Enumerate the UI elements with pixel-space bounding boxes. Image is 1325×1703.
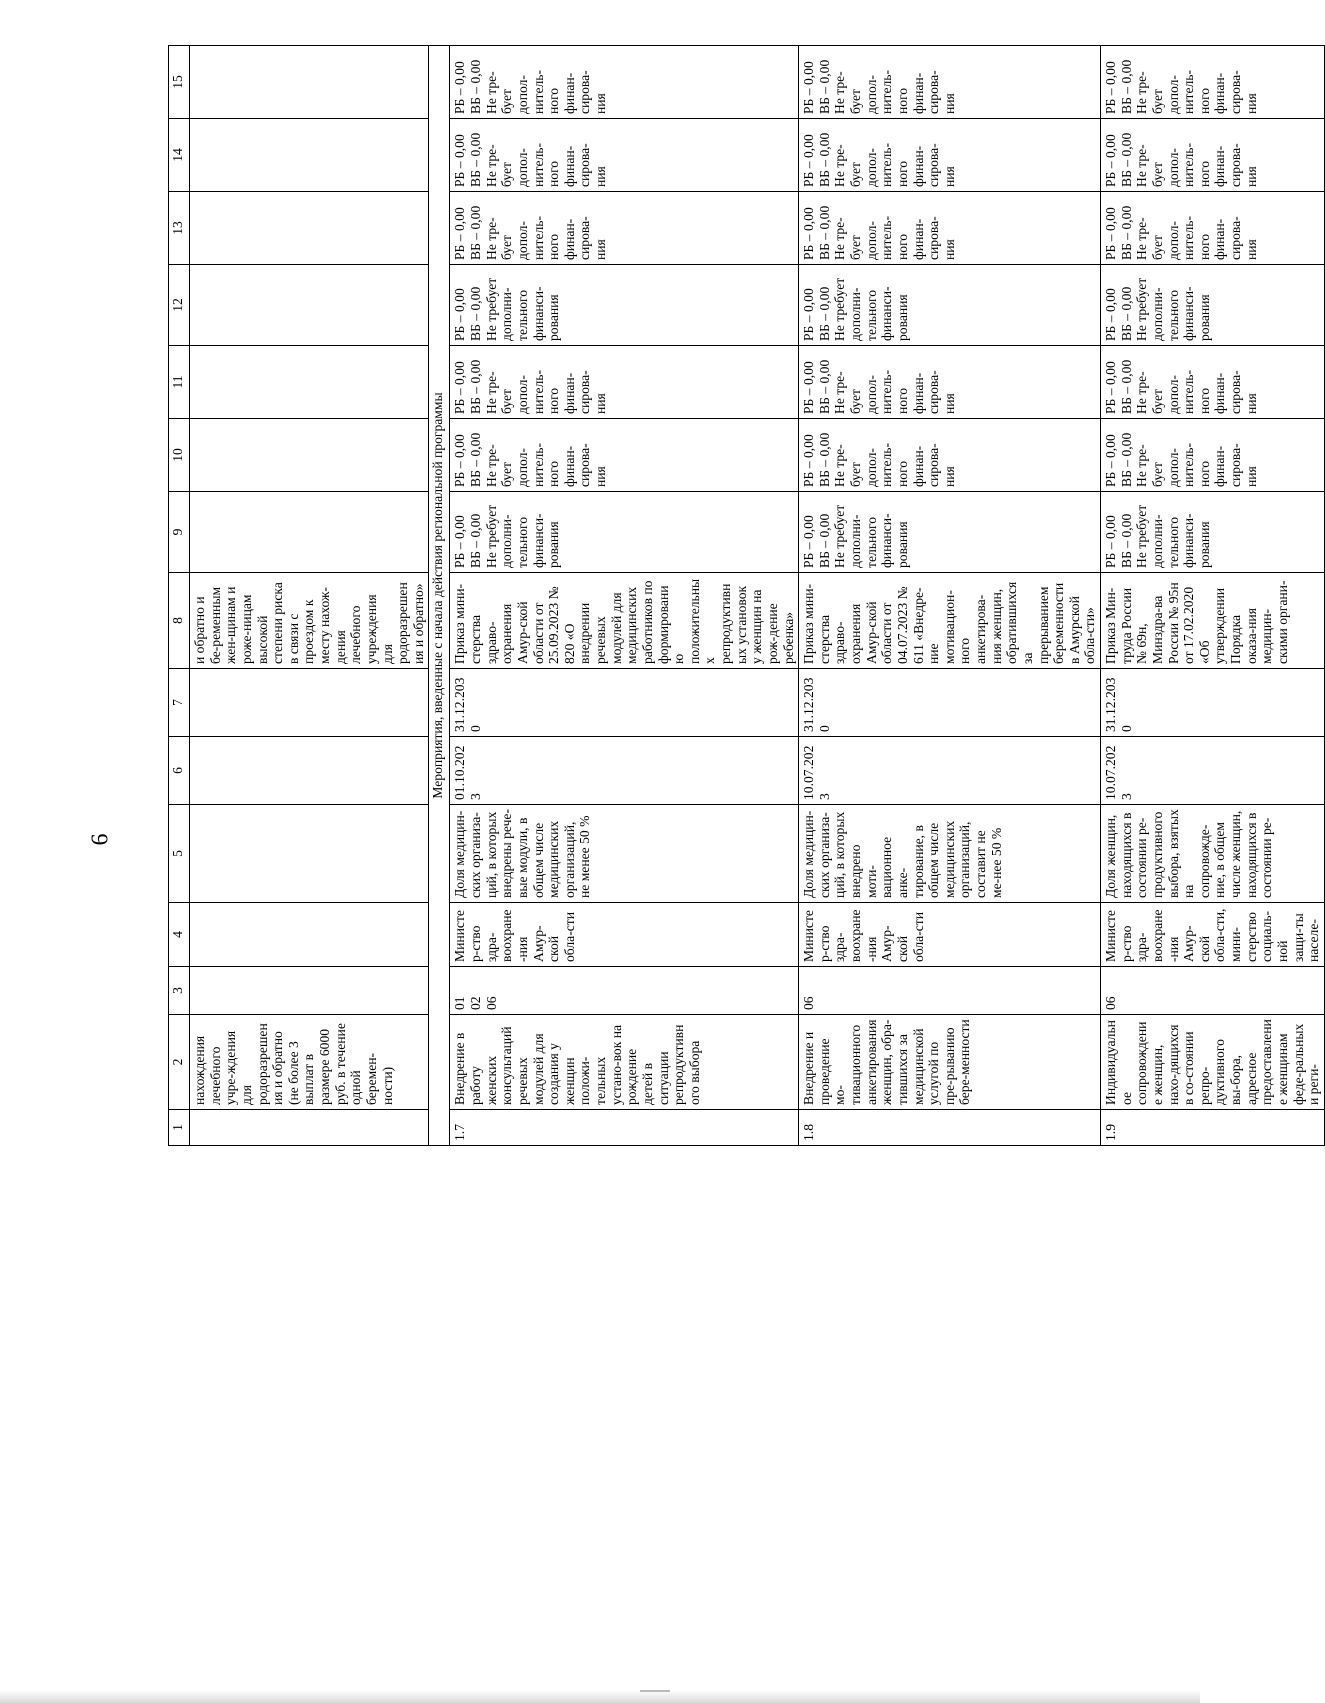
row-name: Индивидуальное сопровождение женщин, нахо-дящихся в со-стоянии репро-дуктивного вы-бора, адресное предоставление женщинам феде-ральных и реги- [1101,1015,1325,1110]
funding-cell: РБ – 0,00 ВБ – 0,00 Не тре- бует допол- нитель- ного финан- сирова- ния [1101,419,1325,492]
row-start: 10.07.2023 [799,737,1101,805]
row-executor: Министер-ство здра-воохране-ния Амур-ской обла-сти, мини-стерство социаль-ной защи-ты населе- [1101,903,1325,967]
funding-cell: РБ – 0,00 ВБ – 0,00 Не тре- бует допол- нитель- ного финан- сирова- ния [450,346,799,419]
row-indicator: Доля женщин, находящихся в состоянии ре-продуктивного выбора, взятых на сопровожде-ние, в общем числе женщин, находящихся в состоянии ре- [1101,805,1325,903]
row-end: 31.12.2030 [450,669,799,737]
row-indicator: Доля медицин-ских организа-ций, в которых внедрены рече-вые модули, в общем числе медицинских организаций, не менее 50 % [450,805,799,903]
row-end: 31.12.2030 [1101,669,1325,737]
table-row [1101,46,1325,1146]
row-document: Приказ мини-стерства здраво-охранения Амур-ской области от 25.09.2023 № 820 «О внедрении речевых модулей для медицинских работников по формированию положительных репродуктивных установок у женщин на рож-дение ребенка» [450,573,799,669]
scan-edge [0,1690,1200,1703]
row-end: 31.12.2030 [799,669,1101,737]
continuation-cell: нахождения лечебного учре-ждения для родоразрешения и обратно (не более 3 выплат в размере 6000 руб. в течение одной беремен-ности) [190,1015,429,1110]
col-header: 4 [169,903,190,967]
scan-mark [640,1690,670,1692]
row-document: Приказ мини-стерства здраво-охранения Амур-ской области от 04.07.2023 № 611 «Внедре-ние мотивацион-ного анкетирова-ния женщин, обратившихся за прерыванием беременности в Амурской обла-сти» [799,573,1101,669]
funding-cell: РБ – 0,00 ВБ – 0,00 Не требует дополни- тельного финанси- рования [1101,492,1325,573]
funding-cell: РБ – 0,00 ВБ – 0,00 Не тре- бует допол- нитель- ного финан- сирова- ния [799,119,1101,192]
funding-cell: РБ – 0,00 ВБ – 0,00 Не тре- бует допол- нитель- ного финан- сирова- ния [450,119,799,192]
header-row [169,46,190,1146]
row-codes: 01 02 06 [450,967,799,1015]
section-row [429,46,450,1146]
row-start: 10.07.2023 [1101,737,1325,805]
col-header: 13 [169,192,190,265]
row-name: Внедрение в работу женских консультаций речевых модулей для создания у женщин положи-тельных устано-вок на рождение детей в ситуации репродуктивного выбора [450,1015,799,1110]
funding-cell: РБ – 0,00 ВБ – 0,00 Не тре- бует допол- нитель- ного финан- сирова- ния [1101,119,1325,192]
row-name: Внедрение и проведение мо-тивационного анкетирования женщин, обра-тившихся за медицинской услугой по пре-рыванию бере-менности [799,1015,1101,1110]
funding-cell: РБ – 0,00 ВБ – 0,00 Не тре- бует допол- нитель- ного финан- сирова- ния [1101,346,1325,419]
row-codes: 06 [1101,967,1325,1015]
funding-cell: РБ – 0,00 ВБ – 0,00 Не тре- бует допол- нитель- ного финан- сирова- ния [450,192,799,265]
col-header: 5 [169,805,190,903]
row-number: 1.7 [450,1110,799,1146]
funding-cell: РБ – 0,00 ВБ – 0,00 Не тре- бует допол- нитель- ного финан- сирова- ния [450,419,799,492]
row-codes: 06 [799,967,1101,1015]
funding-cell: РБ – 0,00 ВБ – 0,00 Не требует дополни- тельного финанси- рования [450,492,799,573]
funding-cell: РБ – 0,00 ВБ – 0,00 Не тре- бует допол- нитель- ного финан- сирова- ния [799,419,1101,492]
funding-cell: РБ – 0,00 ВБ – 0,00 Не тре- бует допол- нитель- ного финан- сирова- ния [799,46,1101,119]
col-header: 14 [169,119,190,192]
page-number: 6 [87,833,114,846]
row-start: 01.10.2023 [450,737,799,805]
col-header: 9 [169,492,190,573]
col-header: 15 [169,46,190,119]
col-header: 10 [169,419,190,492]
continuation-cell: и обратно и бе-ременным жен-щинам и роже-ницам высокой степени риска в связи с проездом к месту нахож-дения лечебного учреждения для родоразрешения и обратно» [190,573,429,669]
row-number: 1.9 [1101,1110,1325,1146]
funding-cell: РБ – 0,00 ВБ – 0,00 Не требует дополни- тельного финанси- рования [450,265,799,346]
funding-cell: РБ – 0,00 ВБ – 0,00 Не требует дополни- тельного финанси- рования [799,492,1101,573]
col-header: 8 [169,573,190,669]
funding-cell: РБ – 0,00 ВБ – 0,00 Не требует дополни- тельного финанси- рования [799,265,1101,346]
funding-cell: РБ – 0,00 ВБ – 0,00 Не тре- бует допол- нитель- ного финан- сирова- ния [799,192,1101,265]
table-row [450,46,799,1146]
funding-cell: РБ – 0,00 ВБ – 0,00 Не тре- бует допол- нитель- ного финан- сирова- ния [799,346,1101,419]
row-number: 1.8 [799,1110,1101,1146]
row-executor: Министер-ство здра-воохране-ния Амур-ской обла-сти [799,903,1101,967]
funding-cell: РБ – 0,00 ВБ – 0,00 Не тре- бует допол- нитель- ного финан- сирова- ния [1101,46,1325,119]
row-executor: Министер-ство здра-воохране-ния Амур-ской обла-сти [450,903,799,967]
col-header: 6 [169,737,190,805]
col-header: 1 [169,1110,190,1146]
table-row [799,46,1101,1146]
col-header: 3 [169,967,190,1015]
funding-cell: РБ – 0,00 ВБ – 0,00 Не требует дополни- тельного финанси- рования [1101,265,1325,346]
funding-cell: РБ – 0,00 ВБ – 0,00 Не тре- бует допол- нитель- ного финан- сирова- ния [1101,192,1325,265]
funding-cell: РБ – 0,00 ВБ – 0,00 Не тре- бует допол- нитель- ного финан- сирова- ния [450,46,799,119]
rotated-table-container [168,59,1322,1146]
program-table [168,45,1325,1146]
col-header: 2 [169,1015,190,1110]
row-document: Приказ Мин-труда России № 69н, Минздра-ва России № 95н от 17.02.2020 «Об утверждении Порядка оказа-ния медицин-скими органи- [1101,573,1325,669]
continuation-row [190,46,429,1146]
section-title: Мероприятия, введенные с начала действия региональной программы [429,46,450,1146]
col-header: 12 [169,265,190,346]
row-indicator: Доля медицин-ских организа-ций, в которых внедрено моти-вационное анке-тирование, в общем числе медицинских организаций, составит не ме-нее 50 % [799,805,1101,903]
col-header: 11 [169,346,190,419]
col-header: 7 [169,669,190,737]
